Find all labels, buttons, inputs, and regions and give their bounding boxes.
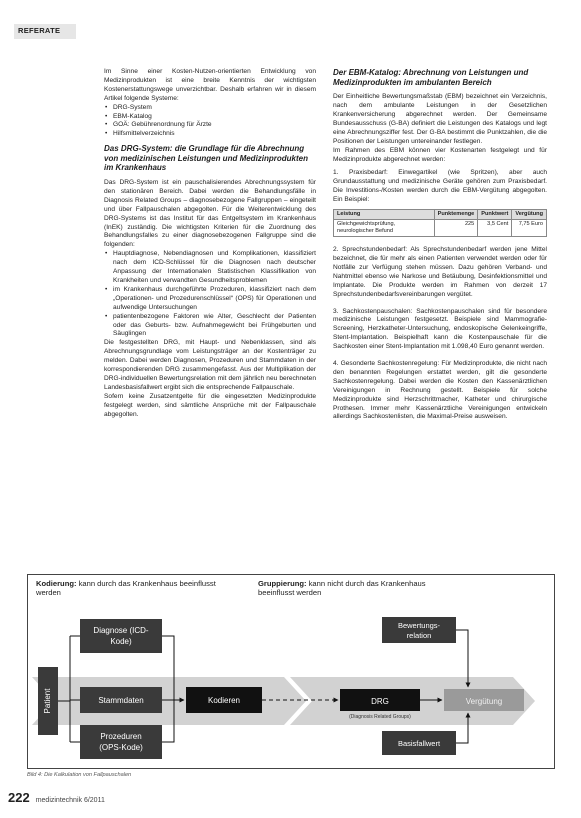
list-item: • im Krankenhaus durchgeführte Prozeduren, klassifiziert nach dem „Operationen- und Prozedurenschlüssel“ (OPS) für Operationen und aufwendige Untersuchungen (113, 286, 316, 313)
list-item: • EBM-Katalog (113, 113, 316, 122)
table-cell: 225 (434, 220, 478, 237)
table-cell: 3,5 Cent (478, 220, 512, 237)
diagnose-box (80, 619, 162, 653)
figure-title: Bild 4: Die Kalkulation von Fallpauschalen (27, 772, 132, 778)
bewertungsrelation-label-1: Bewertungs- (397, 621, 441, 630)
prozeduren-label-2: (OPS-Kode) (99, 743, 143, 752)
page-footer (8, 790, 105, 805)
prozeduren-box (80, 725, 162, 759)
patient-label: Patient (43, 688, 53, 714)
ebm-item-3: 3. Sachkostenpauschalen: Sachkostenpauschalen sind für besondere medizinische Leistungen festgesetzt. Beispiele sind Mammografie-Screening, Herzkatheter-Untersuchung, endoskopische Gelenkeingriffe, Stent-Implantation. Beispielhaft kann die Kostenpauschale für die Sachkosten einer Stent-Implantation mit 1.098,40 Euro genannt werden. (333, 307, 547, 351)
stammdaten-label: Stammdaten (98, 696, 144, 705)
table-header-row (334, 210, 547, 220)
criteria-list (104, 250, 316, 339)
right-column (333, 68, 547, 422)
drg-flow-diagram (28, 575, 554, 768)
list-item: • GOÄ: Gebührenordnung für Ärzte (113, 121, 316, 130)
journal-name: medizintechnik 6/2011 (35, 797, 105, 804)
diagnose-label-2: Kode) (110, 637, 132, 646)
basisfallwert-label: Basisfallwert (397, 739, 441, 748)
left-column (104, 68, 316, 420)
table-header: Vergütung (512, 210, 547, 220)
table-header: Punktwert (478, 210, 512, 220)
ebm-paragraph-1: Der Einheitliche Bewertungsmaßstab (EBM) bezeichnet ein Verzeichnis, nach dem ambulante Leistungen in der Gesetzlichen Krankenversicherung abgerechnet werden. Der Gemeinsame Bundesausschuss (G-BA) definiert die Leistungen des Katalogs und legt eine Abrechnungsziffer fest. Der G-BA bestimmt die Punktzahlen, die die Positionen der Leistungen untereinander festlegen. (333, 93, 547, 145)
list-item: • Hauptdiagnose, Nebendiagnosen und Komplikationen, klassifiziert nach dem ICD-Schlüssel für die Diagnosen nach deutscher Anpassung der Internationalen Statistischen Klassifikation von Krankheiten und verwandten Gesundheitsproblemen (113, 250, 316, 286)
list-item: • patientenbezogene Faktoren wie Alter, Geschlecht der Patienten oder das Geburts- bzw. Aufnahmegewicht bei Frühgeburten und Säuglingen (113, 313, 316, 340)
prozeduren-label-1: Prozeduren (100, 732, 142, 741)
ebm-example-table (333, 209, 547, 237)
drg-paragraph-2: Die festgestellten DRG, mit Haupt- und Nebenklassen, sind als Abrechnungsgrundlage vom Leistungsträger an der Kostenträger zu melden. Dabei werden Diagnosen, Prozeduren und Stammdaten in der korrespondierenden DRG zusammengefasst. Aus der Multiplikation der DRG-individuellen Bewertungsrelation mit dem jährlich neu berechneten Landesbasisfallwert ergibt sich die entsprechende Fallpauschale. (104, 339, 316, 391)
coding-band (32, 677, 306, 725)
caption-gruppierung-text: kann nicht durch das Krankenhaus beeinflusst werden (258, 579, 426, 598)
caption-gruppierung-label: Gruppierung: (258, 579, 307, 588)
ebm-item-2: 2. Sprechstundenbedarf: Als Sprechstundenbedarf werden jene Mittel bezeichnet, die für mehr als einen Patienten verwendet werden oder für Notfälle zur Verfügung stehen müssen. Dazu gehören Verband- und Nahtmittel ebenso wie Narkose und Betäubung, Desinfektionsmittel und Implantate. Die Produkte werden im Rahmen von derzeit 17 Sprechstundenbedarfsvereinbarungen vergütet. (333, 246, 547, 298)
verguetung-label: Vergütung (465, 697, 503, 706)
table-cell: Gleichgewichtsprüfung, neurologischer Befund (334, 220, 435, 237)
table-cell: 7,75 Euro (512, 220, 547, 237)
drg-paragraph-1: Das DRG-System ist ein pauschalisierendes Abrechnungssystem für den stationären Bereich. Dabei werden die Behandlungsfälle in Diagnosis Related Groups – diagnosebezogene Fallgruppen – eingeteilt und über Fallpauschalen abgegolten. Für die Weiterentwicklung des DRG-Systems ist das Institut für das Entgeltsystem im Krankenhaus (InEK) zuständig. Die wichtigsten Kriterien für die Zuordnung des Behandlungsfalles zu einer diagnosebezogenen Fallgruppe sind die folgenden: (104, 179, 316, 249)
caption-kodierung-label: Kodierung: (36, 579, 77, 588)
list-item: • Hilfsmittelverzeichnis (113, 130, 316, 139)
intro-paragraph: Im Sinne einer Kosten-Nutzen-orientierten Entwicklung von Medizinprodukten ist eine breite Kenntnis der wichtigsten Kostenerstattungswege unverzichtbar. Deshalb erfahren wir in diesem Artikel folgende Systeme: (104, 68, 316, 102)
systems-list (104, 104, 316, 140)
bewertungsrelation-label-2: relation (406, 631, 432, 640)
section-tag (14, 24, 76, 39)
list-item: • DRG-System (113, 104, 316, 113)
drg-sublabel: (Diagnosis Related Groups) (349, 714, 411, 720)
page-number: 222 (8, 790, 30, 805)
ebm-item-1: 1. Praxisbedarf: Einwegartikel (wie Spritzen), aber auch Grundausstattung und medizinische Geräte gehören zum Praxisbedarf. Die Investitions-/Kosten werden durch die EBM-Vergütung abgegolten. Ein Beispiel: (333, 169, 547, 204)
drg-heading: Das DRG-System: die Grundlage für die Abrechnung von medizinischen Leistungen und Medizinprodukten im Krankenhaus (104, 144, 309, 173)
table-row (334, 220, 547, 237)
table-header: Punktemenge (434, 210, 478, 220)
diagnose-label-1: Diagnose (ICD- (93, 626, 149, 635)
ebm-item-4: 4. Gesonderte Sachkostenregelung: Für Medizinprodukte, die nicht nach den benannten Regelungen erstattet werden, gilt die gesonderte Sachkostenregelung. Dabei werden die Kosten den Kassenärztlichen Vereinigungen in Rechnung gestellt. Beispiele für solche Medizinprodukte sind Herzschrittmacher, Katheter und chirurgische Prothesen. Immer mehr Kassenärztliche Vereinigungen entwickeln allerdings Sachkostenlisten, die Maximal-Preise ausweisen. (333, 360, 547, 421)
ebm-paragraph-2: Im Rahmen des EBM können vier Kostenarten festgelegt und für Medizinprodukte abgerechnet werden: (333, 146, 547, 163)
ebm-heading: Der EBM-Katalog: Abrechnung von Leistungen und Medizinprodukten im ambulanten Bereich (333, 68, 529, 87)
kodieren-label: Kodieren (207, 696, 241, 705)
table-header: Leistung (334, 210, 435, 220)
section-tag-label: REFERATE (18, 26, 61, 35)
drg-figure (27, 574, 555, 769)
caption-kodierung-text: kann durch das Krankenhaus beeinflusst werden (36, 579, 216, 598)
drg-label: DRG (371, 697, 389, 706)
drg-paragraph-3: Sofern keine Zusatzentgelte für die eingesetzten Medizinprodukte festgelegt werden, sind sämtliche Ansprüche mit der Fallpauschale abgegolten. (104, 392, 316, 418)
